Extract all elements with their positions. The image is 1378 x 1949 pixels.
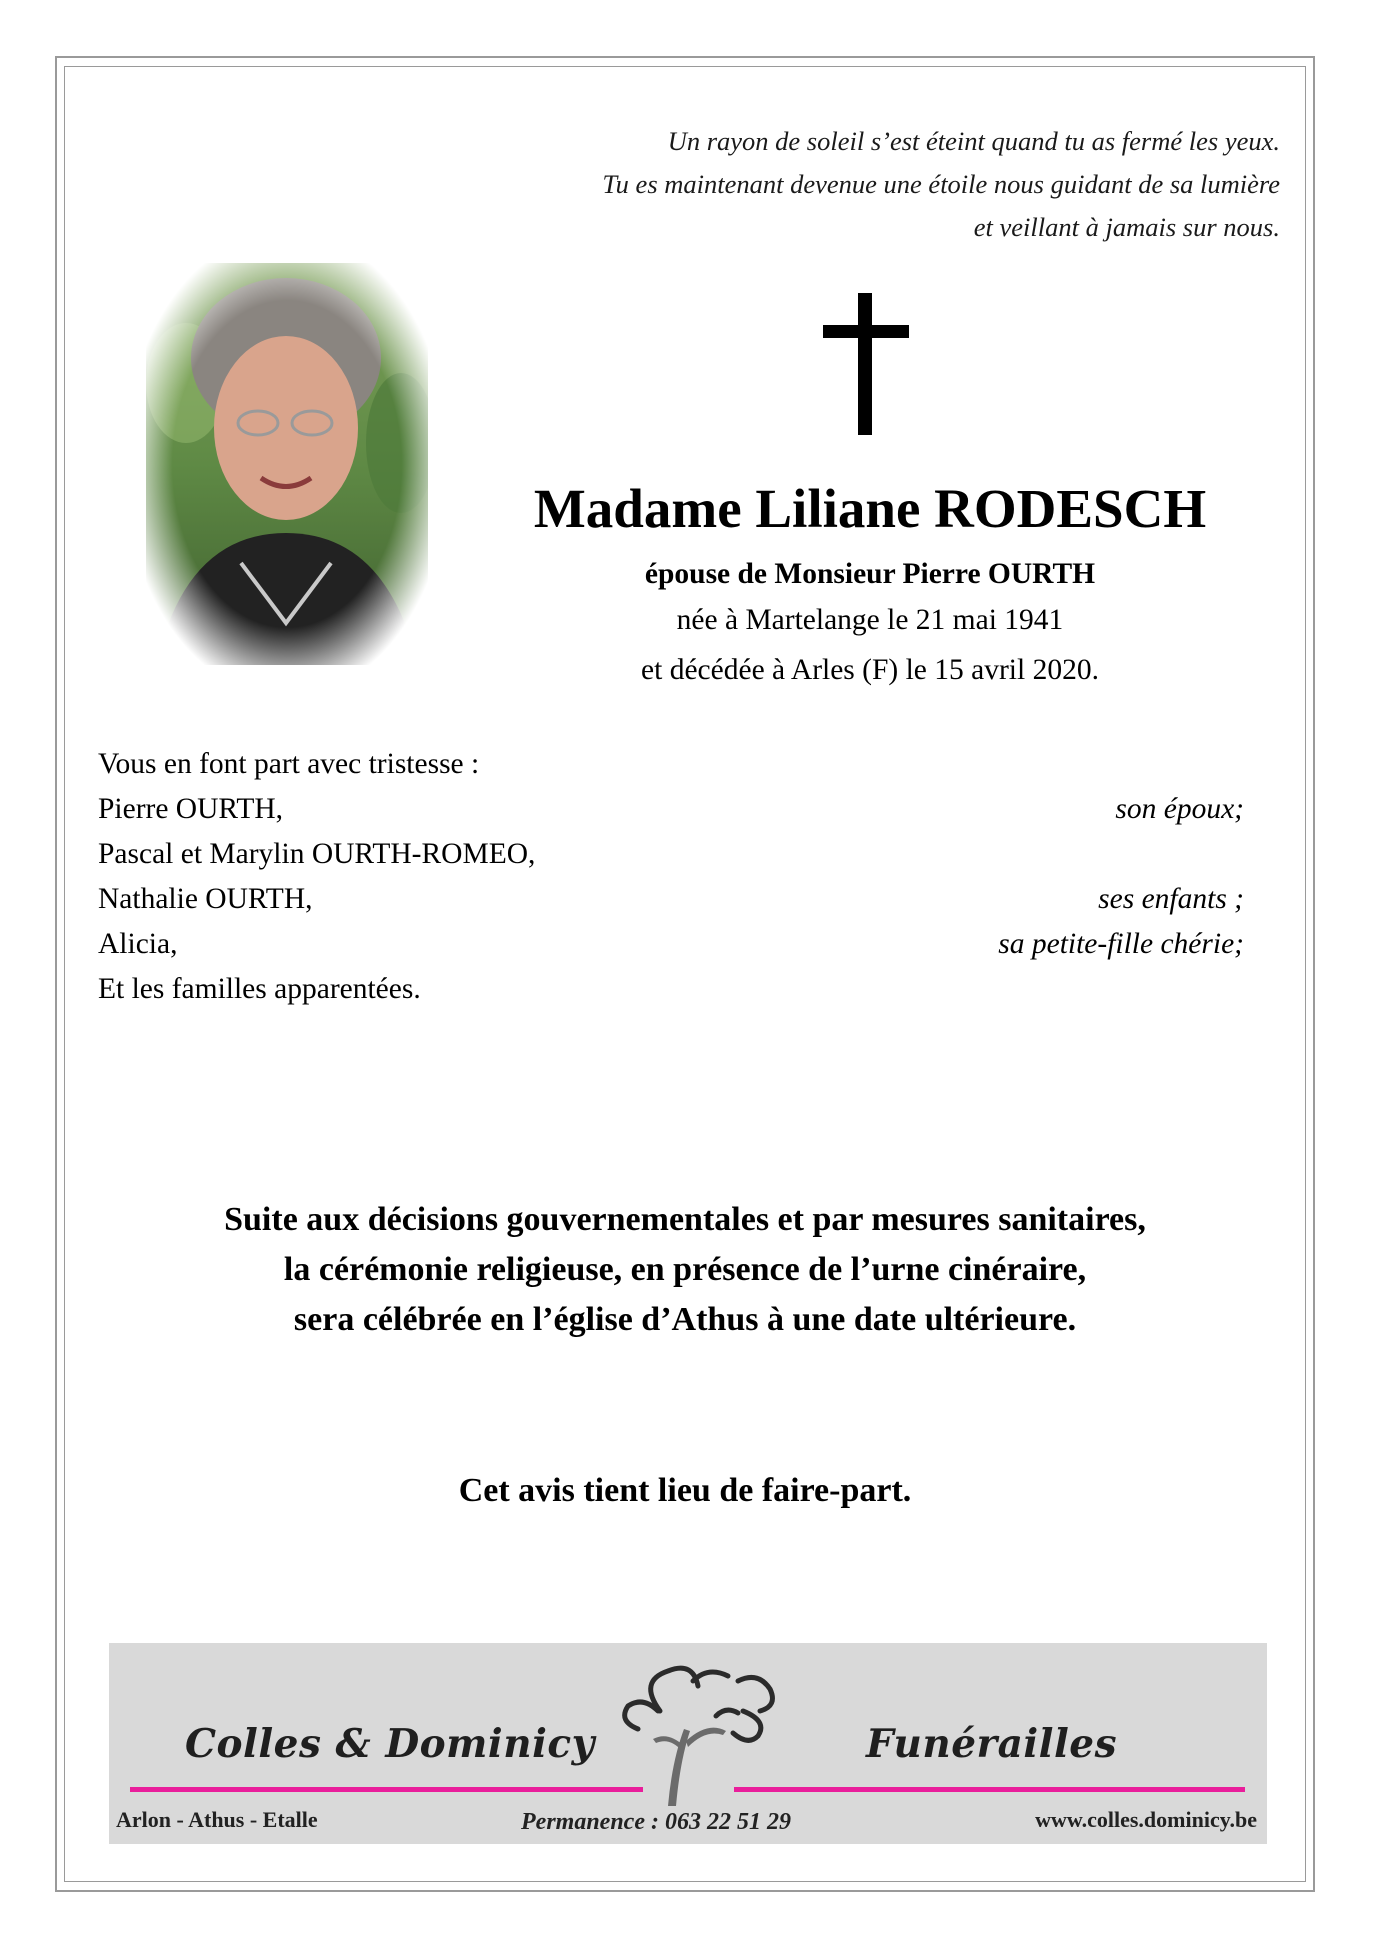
family-intro: Vous en font part avec tristesse : — [98, 748, 480, 780]
family-member-name: Pascal et Marylin OURTH-ROMEO, — [98, 838, 536, 870]
family-list — [98, 742, 1244, 1012]
family-member-role: sa petite-fille chérie; — [998, 928, 1244, 960]
ceremony-line-1: Suite aux décisions gouvernementales et par mesures sanitaires, — [224, 1201, 1146, 1238]
accent-divider-right — [734, 1787, 1245, 1792]
deceased-name: Madame Liliane RODESCH — [533, 478, 1207, 539]
funeral-home-tagline: Funérailles — [866, 1721, 1118, 1767]
memorial-quote — [602, 120, 1280, 249]
ceremony-line-3: sera célébrée en l’église d’Athus à une date ultérieure. — [293, 1301, 1077, 1338]
spouse-line: épouse de Monsieur Pierre OURTH — [644, 558, 1096, 590]
family-member — [98, 832, 1244, 877]
family-member-name: Alicia, — [98, 928, 178, 960]
quote-line-3: et veillant à jamais sur nous. — [973, 212, 1280, 242]
funeral-home-banner — [109, 1643, 1267, 1844]
family-member-name: Pierre OURTH, — [98, 793, 284, 825]
birth-line: née à Martelange le 21 mai 1941 — [676, 604, 1064, 636]
accent-divider-left — [130, 1787, 643, 1792]
funeral-home-phone: Permanence : 063 22 51 29 — [521, 1809, 791, 1835]
family-member-name: Nathalie OURTH, — [98, 883, 313, 915]
ceremony-line-2: la cérémonie religieuse, en présence de l’urne cinéraire, — [283, 1251, 1087, 1288]
family-member — [98, 922, 1244, 967]
quote-line-2: Tu es maintenant devenue une étoile nous guidant de sa lumière — [602, 169, 1280, 199]
family-member — [98, 787, 1244, 832]
funeral-home-website: www.colles.dominicy.be — [1035, 1807, 1257, 1832]
quote-line-1: Un rayon de soleil s’est éteint quand tu as fermé les yeux. — [667, 126, 1280, 156]
family-member-role: son époux; — [1115, 793, 1244, 825]
ceremony-notice — [80, 1195, 1290, 1345]
family-member-role: ses enfants ; — [1098, 883, 1244, 915]
funeral-home-towns: Arlon - Athus - Etalle — [116, 1807, 318, 1832]
cross-icon — [823, 293, 909, 435]
family-member — [98, 877, 1244, 922]
faire-part-notice: Cet avis tient lieu de faire-part. — [458, 1472, 912, 1509]
family-closing: Et les familles apparentées. — [98, 973, 421, 1005]
death-line: et décédée à Arles (F) le 15 avril 2020. — [641, 654, 1099, 686]
funeral-home-name: Colles & Dominicy — [185, 1721, 595, 1767]
portrait-photo — [146, 263, 428, 665]
